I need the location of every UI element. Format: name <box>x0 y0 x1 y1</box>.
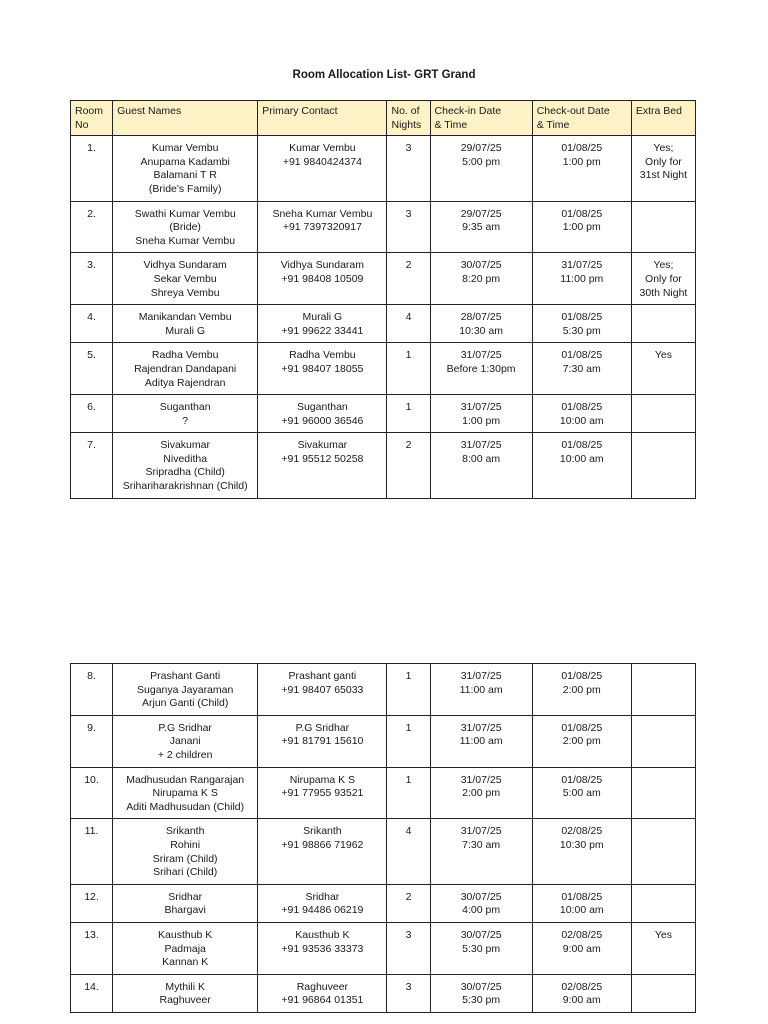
cell-line: 01/08/25 <box>561 207 603 220</box>
cell-check-in <box>430 974 532 1012</box>
cell-line: Suganthan <box>296 401 348 414</box>
cell-line: Rohini <box>170 838 201 851</box>
cell-primary-contact <box>258 201 387 253</box>
cell-line: 31/07/25 <box>460 401 502 414</box>
cell-check-in <box>430 395 532 433</box>
cell-line: 9:00 am <box>562 994 601 1007</box>
cell-line: 10:00 am <box>559 904 604 917</box>
cell-primary-contact <box>258 715 387 767</box>
cell-line: 8:20 pm <box>462 272 501 285</box>
cell-line: Sripradha (Child) <box>145 466 225 479</box>
cell-line: 31/07/25 <box>460 670 502 682</box>
cell-line: +91 77955 93521 <box>281 787 364 800</box>
cell-check-in <box>430 819 532 884</box>
header-room-no <box>71 101 113 136</box>
cell-line: 30/07/25 <box>460 980 502 993</box>
cell-room-no: 6. <box>71 395 113 433</box>
cell-room-no: 1. <box>71 136 113 201</box>
cell-line: Sneha Kumar Vembu <box>272 207 373 220</box>
cell-check-in <box>430 884 532 922</box>
cell-line: Srikanth <box>165 825 205 838</box>
cell-line: Sridhar <box>168 890 203 903</box>
cell-line: Only for <box>645 272 682 285</box>
cell-check-in <box>430 136 532 201</box>
cell-line: 30/07/25 <box>460 890 502 903</box>
cell-line: 10:30 pm <box>559 838 604 851</box>
cell-line: Nirupama K S <box>152 787 218 800</box>
cell-line: Yes; <box>653 142 674 155</box>
cell-guest-names <box>113 715 258 767</box>
cell-line: 10:00 am <box>559 414 604 427</box>
cell-guest-names <box>113 343 258 395</box>
cell-guest-names <box>113 767 258 819</box>
cell-nights: 2 <box>387 884 430 922</box>
table-row <box>71 343 696 395</box>
cell-line: Nirupama K S <box>289 773 356 786</box>
cell-room-no: 11. <box>71 819 113 884</box>
cell-line: Prashant ganti <box>288 670 357 682</box>
cell-check-in <box>430 664 532 716</box>
cell-line: Aditya Rajendran <box>144 376 226 389</box>
cell-line: 01/08/25 <box>561 670 603 682</box>
cell-nights: 4 <box>387 305 430 343</box>
cell-line: 5:00 am <box>562 787 601 800</box>
cell-line: 11:00 pm <box>560 272 604 285</box>
cell-line: +91 94486 06219 <box>281 904 364 917</box>
cell-line: +91 98407 65033 <box>281 683 364 696</box>
table-row <box>71 922 696 974</box>
cell-extra-bed <box>631 253 695 305</box>
table-row <box>71 767 696 819</box>
cell-check-out <box>532 343 631 395</box>
cell-check-out <box>532 305 631 343</box>
cell-check-out <box>532 433 631 498</box>
header-check-in <box>430 101 532 136</box>
cell-line: Raghuveer <box>159 994 211 1007</box>
cell-line: Vidhya Sundaram <box>280 259 365 272</box>
cell-line: 01/08/25 <box>561 890 603 903</box>
cell-line: + 2 children <box>157 748 213 761</box>
cell-line: Madhusudan Rangarajan <box>126 773 245 786</box>
table-row <box>71 305 696 343</box>
header-line: No <box>75 118 89 131</box>
cell-line: +91 96000 36546 <box>281 414 364 427</box>
header-primary-contact: Primary Contact <box>258 101 387 136</box>
cell-line: 7:30 am <box>462 838 501 851</box>
header-line: & Time <box>536 118 570 131</box>
cell-extra-bed <box>631 819 695 884</box>
cell-guest-names <box>113 819 258 884</box>
cell-primary-contact <box>258 974 387 1012</box>
cell-line: +91 98408 10509 <box>281 272 364 285</box>
cell-line: (Bride) <box>169 221 201 234</box>
cell-line: Prashant Ganti <box>150 670 221 682</box>
cell-line: Yes; <box>653 259 674 272</box>
cell-extra-bed <box>631 767 695 819</box>
cell-line: 01/08/25 <box>561 439 603 452</box>
cell-line: 5:30 pm <box>462 942 501 955</box>
header-line: Check-in Date <box>434 105 502 117</box>
cell-line: Suganthan <box>159 401 211 414</box>
cell-nights: 1 <box>387 395 430 433</box>
table-row <box>71 253 696 305</box>
cell-guest-names <box>113 922 258 974</box>
cell-line: Kumar Vembu <box>151 142 219 155</box>
cell-line: 10:30 am <box>459 324 504 337</box>
cell-extra-bed <box>631 305 695 343</box>
cell-line: Before 1:30pm <box>446 362 516 375</box>
cell-line: Srihariharakrishnan (Child) <box>122 480 248 493</box>
table-row <box>71 201 696 253</box>
cell-line: +91 9840424374 <box>282 155 362 168</box>
cell-line: 1:00 pm <box>462 414 501 427</box>
cell-line: 2:00 pm <box>562 683 601 696</box>
header-line: Check-out Date <box>536 105 610 117</box>
cell-line: 02/08/25 <box>561 928 603 941</box>
cell-extra-bed <box>631 433 695 498</box>
cell-line: Balamani T R <box>153 169 217 182</box>
cell-line: 30/07/25 <box>460 928 502 941</box>
cell-line: Bhargavi <box>164 904 206 917</box>
cell-line: 1:00 pm <box>562 155 601 168</box>
cell-check-in <box>430 343 532 395</box>
cell-check-in <box>430 715 532 767</box>
cell-line: Aditi Madhusudan (Child) <box>126 800 245 813</box>
cell-room-no: 8. <box>71 664 113 716</box>
cell-check-in <box>430 201 532 253</box>
cell-line: +91 81791 15610 <box>281 735 364 748</box>
cell-line: 01/08/25 <box>561 401 603 414</box>
cell-line: Anupama Kadambi <box>140 155 230 168</box>
cell-line: Sriram (Child) <box>152 852 218 865</box>
cell-line: 29/07/25 <box>460 207 502 220</box>
cell-guest-names <box>113 305 258 343</box>
cell-line: +91 95512 50258 <box>281 452 364 465</box>
cell-guest-names <box>113 884 258 922</box>
cell-nights: 1 <box>387 767 430 819</box>
cell-extra-bed <box>631 974 695 1012</box>
cell-line: 28/07/25 <box>460 311 502 324</box>
cell-extra-bed <box>631 395 695 433</box>
cell-check-out <box>532 922 631 974</box>
table-row <box>71 884 696 922</box>
cell-nights: 1 <box>387 664 430 716</box>
header-guest-names: Guest Names <box>113 101 258 136</box>
room-allocation-table-continued <box>70 663 696 1013</box>
cell-check-in <box>430 922 532 974</box>
cell-line: Sivakumar <box>297 439 348 452</box>
cell-line: +91 96864 01351 <box>281 994 364 1007</box>
table-row <box>71 974 696 1012</box>
cell-line: Rajendran Dandapani <box>134 362 237 375</box>
cell-line: 9:00 am <box>562 942 601 955</box>
cell-line: 31/07/25 <box>460 773 502 786</box>
cell-check-in <box>430 253 532 305</box>
cell-check-out <box>532 819 631 884</box>
cell-line: 8:00 am <box>462 452 501 465</box>
cell-check-out <box>532 884 631 922</box>
cell-line: P.G Sridhar <box>158 721 212 734</box>
cell-nights: 3 <box>387 922 430 974</box>
cell-line: Sekar Vembu <box>153 272 217 285</box>
header-check-out <box>532 101 631 136</box>
cell-extra-bed <box>631 884 695 922</box>
cell-primary-contact <box>258 395 387 433</box>
cell-nights: 1 <box>387 715 430 767</box>
cell-line: +91 93536 33373 <box>281 942 364 955</box>
cell-check-out <box>532 395 631 433</box>
cell-line: 7:30 am <box>562 362 601 375</box>
document-title: Room Allocation List- GRT Grand <box>292 69 476 81</box>
cell-nights: 2 <box>387 253 430 305</box>
cell-line: 2:00 pm <box>462 787 501 800</box>
cell-check-in <box>430 433 532 498</box>
cell-line: 31/07/25 <box>460 349 502 362</box>
cell-line: 2:00 pm <box>562 735 601 748</box>
cell-line: Kumar Vembu <box>289 142 356 155</box>
cell-line: 31/07/25 <box>561 259 603 272</box>
cell-room-no: 14. <box>71 974 113 1012</box>
cell-line: 30th Night <box>639 286 688 299</box>
cell-line: Yes <box>654 349 672 362</box>
header-extra-bed: Extra Bed <box>631 101 695 136</box>
cell-line: 31/07/25 <box>460 825 502 838</box>
cell-line: Padmaja <box>164 942 206 955</box>
cell-check-in <box>430 767 532 819</box>
cell-line: Radha Vembu <box>151 349 219 362</box>
cell-primary-contact <box>258 136 387 201</box>
table-body <box>71 136 696 498</box>
cell-line: Niveditha <box>163 452 208 465</box>
cell-nights: 3 <box>387 974 430 1012</box>
cell-check-out <box>532 253 631 305</box>
header-line: Nights <box>391 118 422 131</box>
cell-line: Srikanth <box>303 825 342 838</box>
cell-line: 29/07/25 <box>460 142 502 155</box>
cell-line: 01/08/25 <box>561 773 603 786</box>
cell-line: 31st Night <box>639 169 688 182</box>
cell-line: 4:00 pm <box>462 904 501 917</box>
cell-guest-names <box>113 395 258 433</box>
cell-line: +91 98407 18055 <box>281 362 364 375</box>
cell-line: 9:35 am <box>462 221 501 234</box>
table-row <box>71 433 696 498</box>
cell-room-no: 9. <box>71 715 113 767</box>
cell-room-no: 5. <box>71 343 113 395</box>
cell-line: 11:00 am <box>459 683 503 696</box>
cell-line: 11:00 am <box>459 735 503 748</box>
cell-guest-names <box>113 201 258 253</box>
cell-extra-bed <box>631 343 695 395</box>
cell-line: 02/08/25 <box>561 825 603 838</box>
cell-check-out <box>532 664 631 716</box>
cell-line: Kausthub K <box>295 928 350 941</box>
cell-room-no: 7. <box>71 433 113 498</box>
cell-primary-contact <box>258 819 387 884</box>
cell-room-no: 2. <box>71 201 113 253</box>
cell-primary-contact <box>258 253 387 305</box>
cell-nights: 2 <box>387 433 430 498</box>
cell-nights: 4 <box>387 819 430 884</box>
cell-line: 01/08/25 <box>561 349 603 362</box>
cell-line: 31/07/25 <box>460 721 502 734</box>
cell-primary-contact <box>258 433 387 498</box>
header-line: Room <box>75 105 104 117</box>
cell-line: +91 98866 71962 <box>281 838 364 851</box>
room-allocation-table <box>70 100 696 499</box>
cell-line: 30/07/25 <box>460 259 502 272</box>
table-row <box>71 819 696 884</box>
cell-nights: 3 <box>387 201 430 253</box>
cell-room-no: 13. <box>71 922 113 974</box>
cell-line: Sivakumar <box>160 439 210 452</box>
cell-check-out <box>532 974 631 1012</box>
cell-line: 5:00 pm <box>462 155 501 168</box>
cell-primary-contact <box>258 343 387 395</box>
cell-check-out <box>532 201 631 253</box>
cell-guest-names <box>113 433 258 498</box>
cell-line: 01/08/25 <box>561 721 603 734</box>
cell-extra-bed <box>631 201 695 253</box>
cell-line: 31/07/25 <box>460 439 502 452</box>
cell-line: Sneha Kumar Vembu <box>135 234 236 247</box>
cell-line: 1:00 pm <box>562 221 601 234</box>
cell-line: Radha Vembu <box>289 349 356 362</box>
cell-line: Yes <box>654 928 672 941</box>
cell-check-in <box>430 305 532 343</box>
cell-line: Arjun Ganti (Child) <box>141 697 229 710</box>
cell-extra-bed <box>631 664 695 716</box>
table-row <box>71 715 696 767</box>
cell-check-out <box>532 136 631 201</box>
cell-line: Mythili K <box>165 980 206 993</box>
table-row <box>71 136 696 201</box>
cell-extra-bed <box>631 922 695 974</box>
cell-room-no: 10. <box>71 767 113 819</box>
cell-line: Murali G <box>302 311 343 324</box>
cell-line: 02/08/25 <box>561 980 603 993</box>
cell-line: 01/08/25 <box>561 142 603 155</box>
cell-room-no: 3. <box>71 253 113 305</box>
cell-line: 10:00 am <box>559 452 604 465</box>
cell-extra-bed <box>631 715 695 767</box>
cell-line: Kausthub K <box>158 928 213 941</box>
cell-guest-names <box>113 664 258 716</box>
cell-primary-contact <box>258 922 387 974</box>
cell-line: 5:30 pm <box>462 994 501 1007</box>
cell-guest-names <box>113 253 258 305</box>
table-header-row <box>71 101 696 136</box>
cell-line: Suganya Jayaraman <box>137 683 234 696</box>
cell-line: Vidhya Sundaram <box>143 259 227 272</box>
cell-check-out <box>532 715 631 767</box>
cell-line: Janani <box>169 735 201 748</box>
cell-line: Swathi Kumar Vembu <box>134 207 236 220</box>
cell-primary-contact <box>258 767 387 819</box>
header-line: & Time <box>434 118 468 131</box>
cell-guest-names <box>113 974 258 1012</box>
table-body <box>71 664 696 1013</box>
cell-line: Murali G <box>165 324 206 337</box>
cell-primary-contact <box>258 664 387 716</box>
table-row <box>71 664 696 716</box>
cell-line: Manikandan Vembu <box>138 311 232 324</box>
cell-line: P.G Sridhar <box>295 721 350 734</box>
cell-room-no: 12. <box>71 884 113 922</box>
cell-guest-names <box>113 136 258 201</box>
cell-line: (Bride's Family) <box>148 182 222 195</box>
cell-nights: 1 <box>387 343 430 395</box>
cell-line: +91 7397320917 <box>282 221 362 234</box>
header-nights <box>387 101 430 136</box>
cell-line: Kannan K <box>162 956 209 969</box>
cell-line: 01/08/25 <box>561 311 603 324</box>
cell-primary-contact <box>258 884 387 922</box>
cell-line: ? <box>182 414 189 427</box>
cell-room-no: 4. <box>71 305 113 343</box>
cell-line: Raghuveer <box>296 980 349 993</box>
cell-line: Sridhar <box>305 890 340 903</box>
header-line: No. of <box>391 105 420 117</box>
cell-extra-bed <box>631 136 695 201</box>
cell-check-out <box>532 767 631 819</box>
cell-line: Shreya Vembu <box>150 286 220 299</box>
cell-line: Srihari (Child) <box>153 866 218 879</box>
table-row <box>71 395 696 433</box>
cell-line: +91 99622 33441 <box>281 324 364 337</box>
cell-nights: 3 <box>387 136 430 201</box>
cell-line: 5:30 pm <box>562 324 601 337</box>
cell-line: Only for <box>645 155 682 168</box>
cell-primary-contact <box>258 305 387 343</box>
